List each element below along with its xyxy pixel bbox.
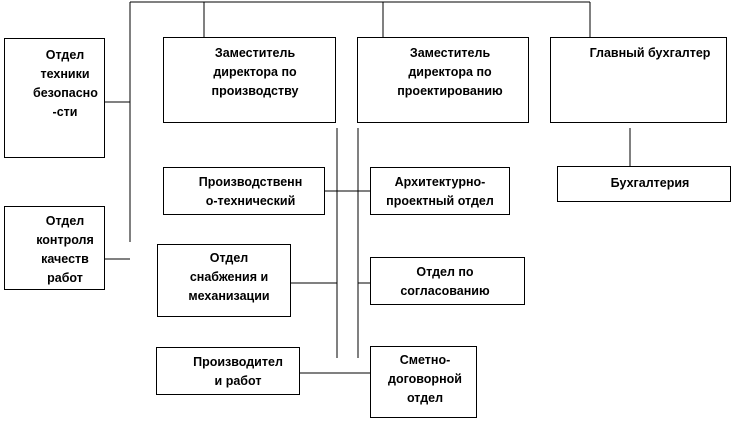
approval-dept-label: Отдел по согласованию bbox=[400, 265, 490, 298]
architectural-dept-label: Архитектурно- проектный отдел bbox=[386, 175, 494, 208]
estimate-contract-label: Сметно- договорной отдел bbox=[388, 353, 462, 405]
supply-dept-label: Отдел снабжения и механизации bbox=[188, 251, 270, 303]
works-manager-label: Производител и работ bbox=[193, 355, 283, 388]
production-technical-label: Производственн о-технический bbox=[198, 175, 303, 208]
chief-accountant-label: Главный бухгалтер bbox=[589, 46, 711, 60]
deputy-production-label: Заместитель директора по производству bbox=[211, 46, 299, 98]
accounting-label: Бухгалтерия bbox=[610, 176, 690, 190]
quality-control-label: Отдел контроля качеств работ bbox=[36, 214, 94, 285]
deputy-design-label: Заместитель директора по проектированию bbox=[397, 46, 503, 98]
safety-dept-label: Отдел техники безопасно -сти bbox=[33, 48, 98, 119]
